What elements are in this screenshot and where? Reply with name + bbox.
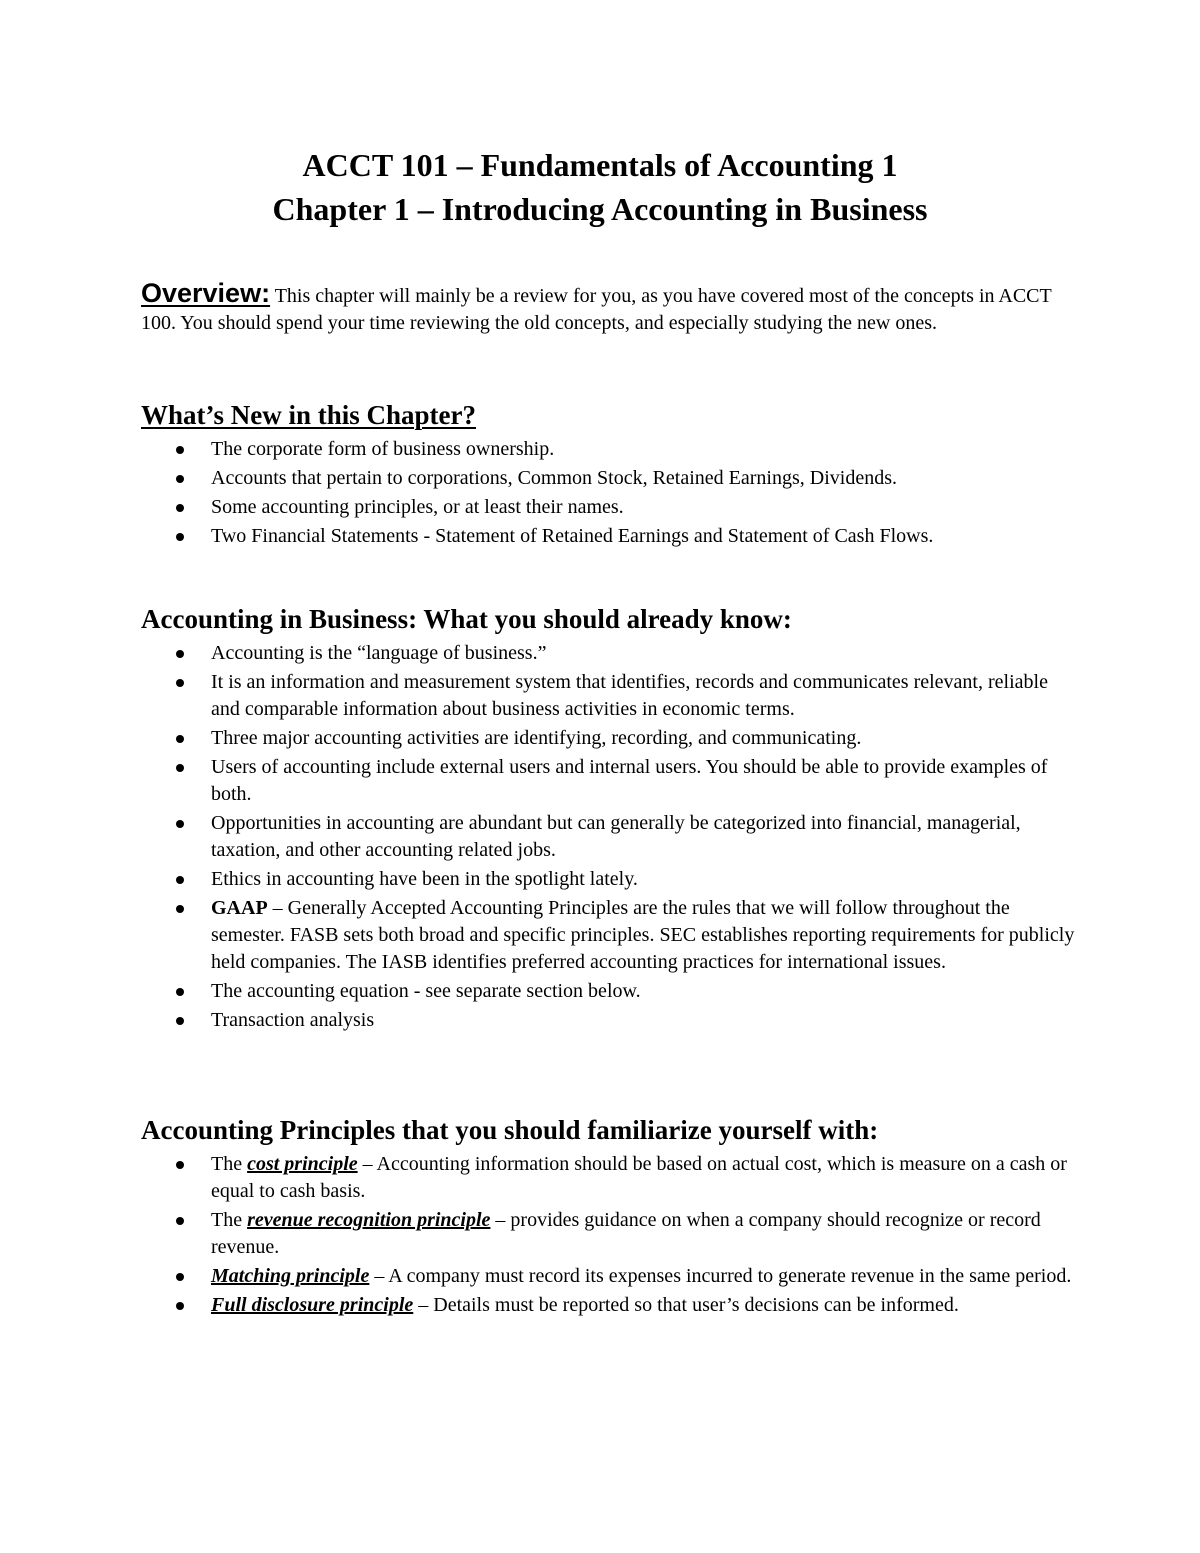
principle-text: – A company must record its expenses incurred to generate revenue in the same period.: [369, 1265, 1072, 1287]
list-item: [141, 866, 1081, 893]
list-item: [141, 669, 1081, 723]
bullet-icon: [176, 1017, 184, 1025]
whats-new-list: [141, 436, 1081, 550]
bullet-icon: [176, 533, 184, 541]
bullet-icon: [176, 1161, 184, 1169]
overview-text: This chapter will mainly be a review for you, as you have covered most of the concepts in ACCT 100. You should spend your time reviewing the old concepts, and especially studying the new ones.: [141, 285, 1052, 334]
list-item: [141, 754, 1081, 808]
list-item: [141, 978, 1081, 1005]
principles-list: [141, 1151, 1081, 1319]
whats-new-section: [141, 398, 1081, 552]
already-know-list: [141, 640, 1081, 1034]
list-item: [141, 725, 1081, 752]
gaap-text: – Generally Accepted Accounting Principles are the rules that we will follow throughout the semester. FASB sets both broad and specific principles. SEC establishes reporting requirements for publicly held companies. The IASB identifies preferred accounting practices for international issues.: [211, 897, 1075, 973]
bullet-icon: [176, 1302, 184, 1310]
principle-term: Full disclosure principle: [211, 1294, 414, 1316]
bullet-icon: [176, 1273, 184, 1281]
list-item: [141, 640, 1081, 667]
already-know-heading: Accounting in Business: What you should already know:: [141, 604, 792, 634]
list-item: [141, 465, 1081, 492]
principle-prefix: The: [211, 1209, 248, 1231]
principle-text: – provides guidance on when a company should recognize or record revenue.: [211, 1209, 1041, 1258]
list-item: [141, 494, 1081, 521]
bullet-icon: [176, 1217, 184, 1225]
list-item: [141, 810, 1081, 864]
course-title: ACCT 101 – Fundamentals of Accounting 1: [302, 147, 898, 183]
principle-text: – Accounting information should be based on actual cost, which is measure on a cash or equal to cash basis.: [211, 1153, 1067, 1202]
list-item-text: Ethics in accounting have been in the spotlight lately.: [211, 868, 638, 890]
bullet-icon: [176, 475, 184, 483]
bullet-icon: [176, 650, 184, 658]
chapter-title: Chapter 1 – Introducing Accounting in Business: [272, 191, 928, 227]
principle-term: revenue recognition principle: [247, 1209, 491, 1231]
list-item-text: Some accounting principles, or at least their names.: [211, 496, 624, 518]
bullet-icon: [176, 905, 184, 913]
list-item-text: Accounting is the “language of business.”: [211, 642, 547, 664]
bullet-icon: [176, 679, 184, 687]
list-item-text: The accounting equation - see separate section below.: [211, 980, 641, 1002]
list-item: [141, 1151, 1081, 1205]
list-item-text: Three major accounting activities are identifying, recording, and communicating.: [211, 727, 862, 749]
list-item: [141, 1263, 1081, 1290]
already-know-section: [141, 602, 1081, 1036]
list-item: [141, 523, 1081, 550]
list-item-text: The corporate form of business ownership.: [211, 438, 555, 460]
bullet-icon: [176, 446, 184, 454]
list-item: [141, 436, 1081, 463]
principles-section: [141, 1113, 1081, 1321]
list-item-text: Users of accounting include external users and internal users. You should be able to provide examples of both.: [211, 756, 1048, 805]
bullet-icon: [176, 820, 184, 828]
overview-paragraph: [141, 280, 1081, 337]
document-title: [0, 143, 1200, 231]
list-item-text: Accounts that pertain to corporations, Common Stock, Retained Earnings, Dividends.: [211, 467, 897, 489]
list-item-text: It is an information and measurement system that identifies, records and communicates relevant, reliable and comparable information about business activities in economic terms.: [211, 671, 1048, 720]
principle-prefix: The: [211, 1153, 248, 1175]
overview-label: Overview:: [141, 278, 271, 308]
principle-term: Matching principle: [211, 1265, 370, 1287]
list-item: [141, 1207, 1081, 1261]
gaap-term: GAAP: [211, 897, 268, 919]
principles-heading: Accounting Principles that you should familiarize yourself with:: [141, 1115, 879, 1145]
principle-term: cost principle: [247, 1153, 358, 1175]
list-item-text: Opportunities in accounting are abundant but can generally be categorized into financial, managerial, taxation, and other accounting related jobs.: [211, 812, 1021, 861]
bullet-icon: [176, 988, 184, 996]
bullet-icon: [176, 876, 184, 884]
list-item: [141, 1292, 1081, 1319]
list-item-text: Two Financial Statements - Statement of Retained Earnings and Statement of Cash Flows.: [211, 525, 934, 547]
whats-new-heading: What’s New in this Chapter?: [141, 400, 477, 430]
list-item: [141, 1007, 1081, 1034]
list-item-text: Transaction analysis: [211, 1009, 375, 1031]
list-item: [141, 895, 1081, 976]
bullet-icon: [176, 504, 184, 512]
principle-text: – Details must be reported so that user’s decisions can be informed.: [413, 1294, 959, 1316]
bullet-icon: [176, 764, 184, 772]
bullet-icon: [176, 735, 184, 743]
